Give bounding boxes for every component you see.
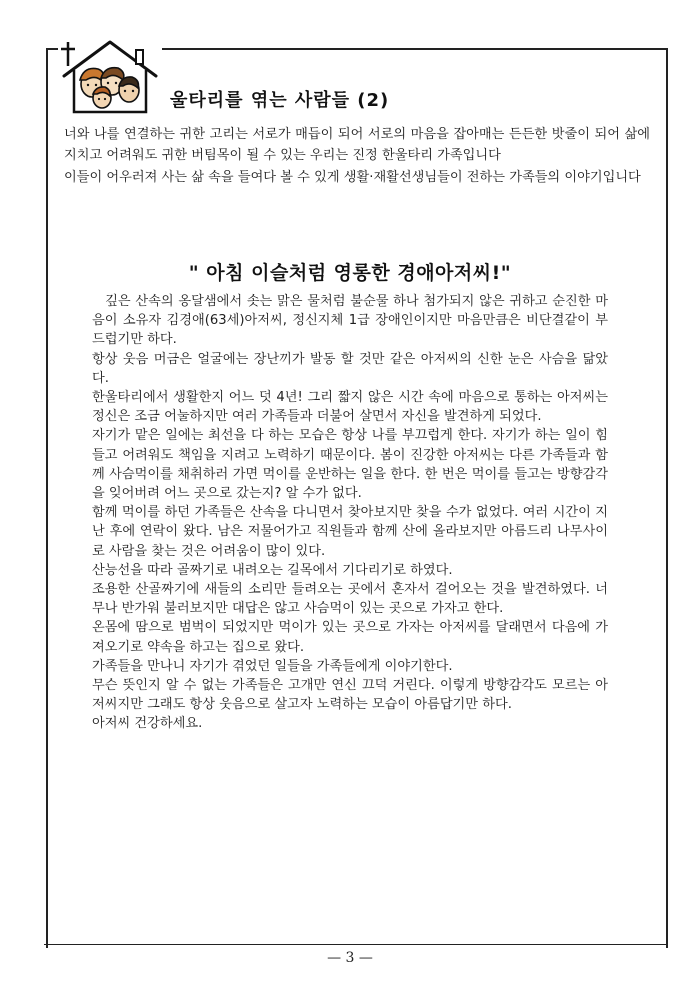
story-paragraph: 아저씨 건강하세요. (92, 716, 203, 732)
story-paragraph: 조용한 산골짜기에 새들의 소리만 들려오는 곳에서 혼자서 걸어오는 것을 발견하였다. 너무나 반가워 불러보지만 대답은 않고 사슴먹이 있는 곳으로 가자고 한다. (92, 582, 608, 617)
story-title: " 아침 이슬처럼 영롱한 경애아저씨!" (188, 262, 512, 284)
story-paragraph: 함께 먹이를 하던 가족들은 산속을 다니면서 찾아보지만 찾을 수가 없었다. 여러 시간이 지난 후에 연락이 왔다. 남은 저물어가고 직원들과 함께 산에 올라보지만 아름드리 나무사이로 사람을 찾는 것은 어려움이 많이 있다. (92, 505, 608, 559)
story-paragraph: 한울타리에서 생활한지 어느 덧 4년! 그리 짧지 않은 시간 속에 마음으로 통하는 아저씨는 정신은 조금 어눌하지만 여러 가족들과 더불어 살면서 자신을 발견하게 되었다. (92, 390, 608, 425)
story-paragraph: 온몸에 땀으로 범벅이 되었지만 먹이가 있는 곳으로 가자는 아저씨를 달래면서 다음에 가져오기로 약속을 하고는 집으로 왔다. (92, 620, 608, 655)
intro-paragraph: 이들이 어우러져 사는 삶 속을 들여다 볼 수 있게 생활·재활선생님들이 전하는 가족들의 이야기입니다 (64, 169, 641, 185)
section-title: 울타리를 엮는 사람들 (2) (170, 90, 390, 111)
page-number: — 3 — (327, 950, 373, 966)
house-with-cross-family-icon (58, 36, 162, 116)
story-paragraph: 가족들을 만나니 자기가 겪었던 일들을 가족들에게 이야기한다. (92, 658, 453, 674)
bottom-rule (44, 944, 666, 945)
intro-paragraph: 너와 나를 연결하는 귀한 고리는 서로가 매듭이 되어 서로의 마음을 잡아매는 든든한 밧줄이 되어 삶에 지치고 어려워도 귀한 버팀목이 될 수 있는 우리는 진정 한울타리 가족입니다 (64, 127, 650, 164)
story-paragraph: 깊은 산속의 옹달샘에서 솟는 맑은 물처럼 불순물 하나 첨가되지 않은 귀하고 순진한 마음이 소유자 김경애(63세)아저씨, 정신지체 1급 장애인이지만 마음만큼은 비단결같이 부드럽기만 하다. (92, 294, 608, 348)
story-paragraph: 항상 웃음 머금은 얼굴에는 장난끼가 발동 할 것만 같은 아저씨의 신한 눈은 사슴을 닮았다. (92, 351, 608, 386)
story-paragraph: 무슨 뜻인지 알 수 없는 가족들은 고개만 연신 끄덕 거린다. 이렇게 방향감각도 모르는 아저씨지만 그래도 항상 웃음으로 살고자 노력하는 모습이 아름답기만 하다. (92, 678, 608, 713)
intro-text (64, 124, 650, 188)
story-paragraph: 산능선을 따라 골짜기로 내려오는 길목에서 기다리기로 하였다. (92, 562, 453, 578)
story-paragraph: 자기가 맡은 일에는 최선을 다 하는 모습은 항상 나를 부끄럽게 한다. 자기가 하는 일이 힘들고 어려워도 책임을 지려고 노력하기 때문이다. 봄이 진강한 아저씨는 다른 가족들과 함께 사슴먹이를 채취하러 가면 먹이를 운반하는 일을 한다. 한 번은 먹이를 들고는 방향감각을 잊어버려 어느 곳으로 갔는지? 알 수가 없다. (92, 428, 608, 502)
story-body (92, 292, 608, 734)
